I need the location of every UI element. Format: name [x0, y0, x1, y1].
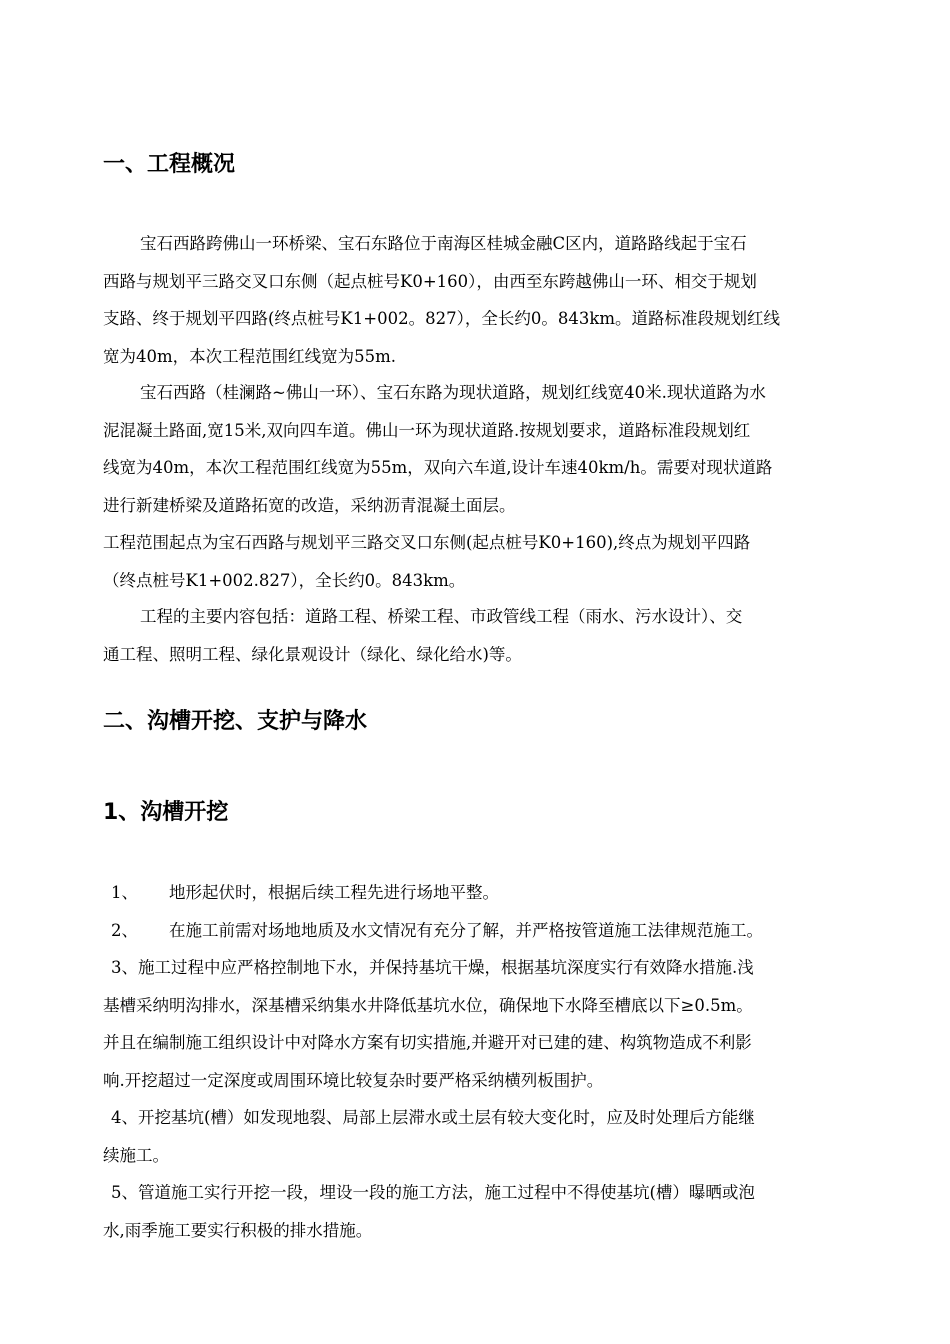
text-line: 泥混凝土路面,宽15米,双向四车道。佛山一环为现状道路.按规划要求，道路标准段规划红 — [103, 420, 751, 440]
text-line: 5、管道施工实行开挖一段，埋设一段的施工方法，施工过程中不得使基坑(槽）曝晒或泡 — [111, 1183, 755, 1202]
text-line: 支路、终于规划平四路(终点桩号K1+002。827），全长约0。843km。道路标准段规划红线 — [103, 309, 780, 328]
subsection-heading-trench-digging: 1、沟槽开挖 — [103, 800, 229, 825]
section-heading-trench-excavation: 二、沟槽开挖、支护与降水 — [103, 709, 368, 734]
text-line: 通工程、照明工程、绿化景观设计（绿化、绿化给水)等。 — [103, 644, 522, 664]
text-line: 工程范围起点为宝石西路与规划平三路交叉口东侧(起点桩号K0+160),终点为规划平四路 — [103, 533, 751, 552]
text-line: （终点桩号K1+002.827），全长约0。843km。 — [103, 570, 466, 590]
list-text: 地形起伏时，根据后续工程先进行场地平整。 — [169, 883, 499, 902]
text-line: 进行新建桥梁及道路拓宽的改造，采纳沥青混凝土面层。 — [103, 495, 516, 515]
text-line: 宝石西路（桂澜路~佛山一环）、宝石东路为现状道路，规划红线宽40米.现状道路为水 — [140, 383, 766, 402]
text-line: 宽为40m，本次工程范围红线宽为55m. — [103, 346, 397, 366]
list-item — [103, 912, 863, 950]
overview-paragraph-2 — [103, 374, 863, 524]
overview-paragraph-3 — [103, 524, 863, 599]
overview-paragraph-4 — [103, 598, 863, 673]
list-number: 2、 — [111, 920, 138, 940]
text-line: 续施工。 — [103, 1145, 169, 1165]
excavation-list — [103, 874, 863, 1249]
list-text: 在施工前需对场地地质及水文情况有充分了解，并严格按管道施工法律规范施工。 — [169, 920, 763, 940]
text-line: 工程的主要内容包括：道路工程、桥梁工程、市政管线工程（雨水、污水设计）、交 — [140, 607, 743, 626]
text-line: 响.开挖超过一定深度或周围环境比较复杂时要严格采纳横列板围护。 — [103, 1070, 604, 1090]
text-line: 并且在编制施工组织设计中对降水方案有切实措施,并避开对已建的建、构筑物造成不利影 — [103, 1033, 752, 1052]
list-number: 1、 — [111, 883, 138, 902]
section-heading-project-overview: 一、工程概况 — [103, 152, 236, 177]
overview-paragraph-1 — [103, 225, 863, 375]
text-line: 4、开挖基坑(槽）如发现地裂、局部上层滞水或土层有较大变化时，应及时处理后方能继 — [111, 1108, 755, 1127]
text-line: 3、施工过程中应严格控制地下水，并保持基坑干燥，根据基坑深度实行有效降水措施.浅 — [111, 958, 754, 977]
text-line: 基槽采纳明沟排水，深基槽采纳集水井降低基坑水位，确保地下水降至槽底以下≥0.5m。 — [103, 995, 753, 1015]
text-line: 宝石西路跨佛山一环桥梁、宝石东路位于南海区桂城金融C区内，道路路线起于宝石 — [140, 234, 747, 253]
text-line: 西路与规划平三路交叉口东侧（起点桩号K0+160），由西至东跨越佛山一环、相交于规划 — [103, 271, 757, 291]
list-item — [103, 874, 863, 912]
text-line: 水,雨季施工要实行积极的排水措施。 — [103, 1220, 373, 1240]
text-line: 线宽为40m，本次工程范围红线宽为55m，双向六车道,设计车速40km/h。需要对现状道路 — [103, 458, 773, 477]
